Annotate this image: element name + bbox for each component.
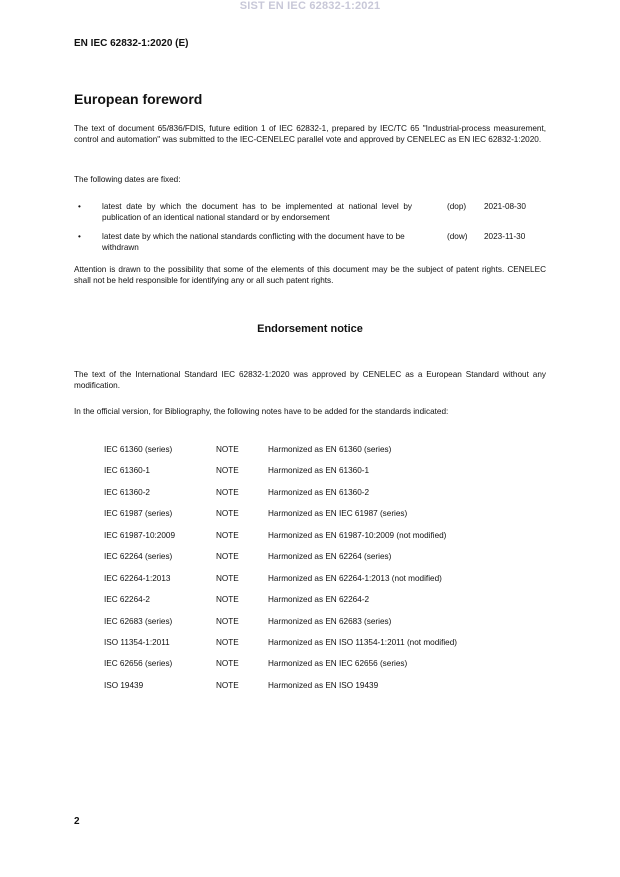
note-text: Harmonized as EN IEC 62656 (series) [268, 659, 408, 669]
note-text: Harmonized as EN 61360 (series) [268, 445, 392, 454]
note-label: NOTE [216, 595, 239, 605]
note-text: Harmonized as EN 62264 (series) [268, 552, 392, 562]
note-standard: IEC 62264-1:2013 [104, 573, 171, 583]
bullet-dop-date: 2021-08-30 [484, 202, 526, 211]
document-id: EN IEC 62832-1:2020 (E) [74, 38, 189, 49]
bibliography-note: In the official version, for Bibliography, the following notes have to be added for the standards indicated: [74, 407, 449, 416]
dates-intro: The following dates are fixed: [74, 175, 181, 184]
note-label: NOTE [216, 530, 239, 540]
bullet-marker: • [78, 202, 81, 211]
note-text: Harmonized as EN 62683 (series) [268, 616, 392, 626]
note-label: NOTE [216, 466, 239, 476]
note-text: Harmonized as EN 62264-2 [268, 595, 370, 605]
bullet-dop-code: (dop) [447, 202, 467, 211]
note-standard: IEC 62264-2 [104, 595, 150, 605]
note-text: Harmonized as EN 61360-1 [268, 466, 370, 476]
note-standard: IEC 62683 (series) [104, 616, 173, 626]
bullet-dop-line [102, 202, 412, 223]
note-standard: IEC 62264 (series) [104, 552, 173, 562]
note-standard: IEC 61987-10:2009 [104, 530, 176, 540]
bullet-dop-text: latest date by which the document has to be implemented at national level by publication of an identical national standard or by endorsement [102, 202, 412, 222]
foreword-title: European foreword [74, 91, 203, 107]
note-label: NOTE [216, 487, 239, 497]
note-label: NOTE [216, 509, 239, 519]
endorsement-text: The text of the International Standard IEC 62832-1:2020 was approved by CENELEC as a European Standard without any modification. [74, 370, 546, 390]
bullet-dow-code: (dow) [447, 232, 468, 241]
note-label: NOTE [216, 573, 239, 583]
note-standard: ISO 11354-1:2011 [104, 637, 170, 647]
note-text: Harmonized as EN ISO 11354-1:2011 (not modified) [268, 637, 458, 647]
note-standard: IEC 62656 (series) [104, 659, 173, 669]
bullet-dow-date: 2023-11-30 [484, 232, 526, 241]
note-text: Harmonized as EN ISO 19439 [268, 680, 379, 690]
note-label: NOTE [216, 680, 239, 690]
note-text: Harmonized as EN IEC 61987 (series) [268, 509, 408, 519]
bullet-marker: • [78, 232, 81, 241]
page-number: 2 [74, 816, 80, 827]
note-standard: IEC 61360-2 [104, 487, 150, 497]
foreword-intro: The text of document 65/836/FDIS, future edition 1 of IEC 62832-1, prepared by IEC/TC 65 "Industrial-process measurement, control and automation" was submitted to the IEC-CENELEC parallel vote and approved by CENELEC as EN IEC 62832-1:2020. [74, 124, 546, 144]
note-standard: ISO 19439 [104, 680, 144, 690]
note-standard: IEC 61360 (series) [104, 445, 173, 454]
endorsement-title: Endorsement notice [257, 323, 363, 335]
note-text: Harmonized as EN 61987-10:2009 (not modified) [268, 530, 447, 540]
note-standard: IEC 61360-1 [104, 466, 150, 476]
note-label: NOTE [216, 552, 239, 562]
note-label: NOTE [216, 445, 239, 454]
note-label: NOTE [216, 659, 239, 669]
bullet-dow-text: latest date by which the national standards conflicting with the document have to be withdrawn [102, 232, 405, 252]
note-standard: IEC 61987 (series) [104, 509, 173, 519]
note-label: NOTE [216, 637, 239, 647]
note-text: Harmonized as EN 62264-1:2013 (not modified) [268, 573, 442, 583]
note-text: Harmonized as EN 61360-2 [268, 487, 370, 497]
attention-notice: Attention is drawn to the possibility that some of the elements of this document may be the subject of patent rights. CENELEC shall not be held responsible for identifying any or all such patent rights. [74, 265, 546, 285]
watermark: SIST EN IEC 62832-1:2021 [239, 0, 381, 12]
note-label: NOTE [216, 616, 239, 626]
